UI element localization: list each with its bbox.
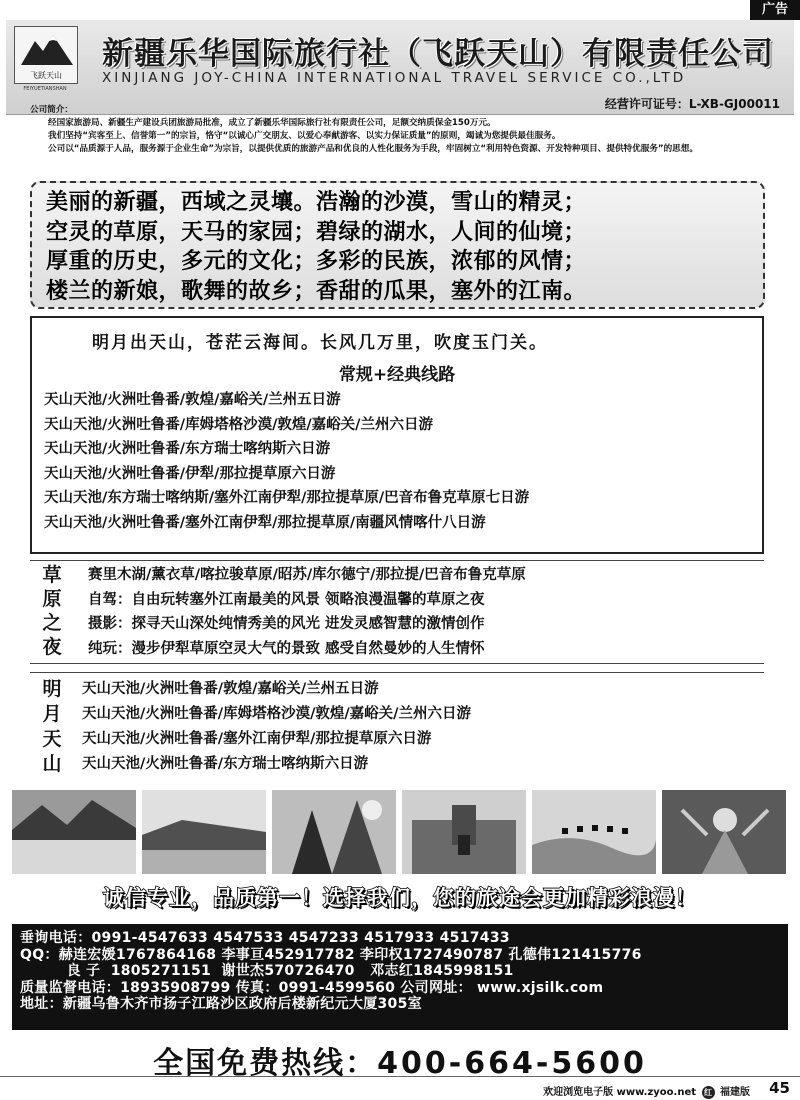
routes-title: 常规+经典线路 [338,365,456,385]
section-label-char: 原 [42,588,62,610]
photo-snow-trees [272,790,396,874]
classic-routes-box [30,316,764,554]
section-label-char: 天 [42,728,62,750]
moon-route: 天山天池/火洲吐鲁番/塞外江南伊犁/那拉提草原六日游 [82,731,432,747]
section-label-char: 草 [42,564,62,586]
company-english-name: XINJIANG JOY-CHINA INTERNATIONAL TRAVEL SERVICE CO.,LTD [102,70,687,86]
section-label-char: 夜 [42,636,62,658]
slogan-line: 厚重的历史，多元的文化；多彩的民族，浓郁的风情； [46,249,587,274]
intro-paragraph: 经国家旅游局、新疆生产建设兵团旅游局批准，成立了新疆乐华国际旅行社有限责任公司，足额交纳质保金150万元。 [48,118,496,128]
grassland-line: 摄影：探寻天山深处纯情秀美的风光 进发灵感智慧的激情创作 [88,616,485,632]
contact-address: 地址：新疆乌鲁木齐市扬子江路沙区政府后楼新纪元大厦305室 [20,996,422,1012]
footer-site: 欢迎浏览电子版 www.zyoo.net [543,1087,697,1098]
section-label-char: 月 [42,703,62,725]
section-label-char: 山 [42,753,62,775]
route-item: 天山天池/火洲吐鲁番/库姆塔格沙漠/敦煌/嘉峪关/兰州六日游 [44,416,433,433]
contact-block [12,924,788,1030]
contact-qq: QQ：赫连宏媛1767864168 李事亘452917782 李印权1727490787 孔德伟121415776 [20,946,642,963]
section-label-char: 明 [42,678,62,700]
moon-lines [82,677,471,777]
grassland-line: 自驾：自由玩转塞外江南最美的风景 领略浪漫温馨的草原之夜 [88,591,485,608]
intro-heading: 公司简介： [30,105,73,115]
header [6,20,794,115]
slogan-box [30,181,765,309]
page-footer [0,1076,800,1100]
moon-tianshan-section [30,672,764,782]
footer-edition: 福建版 [720,1087,750,1098]
license-number: 经营许可证号：L-XB-GJ00011 [604,97,780,111]
slogan-line: 美丽的新疆，西域之灵壤。浩瀚的沙漠，雪山的精灵； [46,190,587,215]
moon-route: 天山天池/火洲吐鲁番/库姆塔格沙漠/敦煌/嘉峪关/兰州六日游 [82,706,471,722]
contact-qq-continued: 良 子 1805271151 谢世杰570726470 邓志红1845998151 [20,963,514,979]
company-logo [14,26,78,84]
route-item: 天山天池/火洲吐鲁番/敦煌/嘉峪关/兰州五日游 [44,392,341,408]
hotline-label: 全国免费热线： [153,1046,378,1081]
hotline-number: 400-664-5600 [377,1046,647,1081]
slogan-line: 楼兰的新娘，歌舞的故乡；香甜的瓜果，塞外的江南。 [46,278,587,304]
contact-quality-fax-web: 质量监督电话：18935908799 传真：0991-4599560 公司网址： www.xjsilk.com [20,979,604,996]
route-item: 天山天池/火洲吐鲁番/伊犁/那拉提草原六日游 [44,465,336,482]
grassland-line: 赛里木湖/薰衣草/喀拉骏草原/昭苏/库尔德宁/那拉提/巴音布鲁克草原 [88,567,526,583]
route-list [44,388,529,535]
route-item: 天山天池/火洲吐鲁番/塞外江南伊犁/那拉提草原/南疆风情喀什八日游 [44,514,486,531]
intro-paragraph: 我们坚持“宾客至上、信誉第一”的宗旨，恪守“以诚心广交朋友、以爱心奉献游客、以实力保证质量”的原则，竭诚为您提供最佳服务。 [48,131,561,141]
section-label-char: 之 [42,612,62,634]
route-item: 天山天池/东方瑞士喀纳斯/塞外江南伊犁/那拉提草原/巴音布鲁克草原七日游 [44,490,530,506]
moon-route: 天山天池/火洲吐鲁番/敦煌/嘉峪关/兰州五日游 [82,681,379,697]
contact-phone: 垂询电话：0991-4547633 4547533 4547233 4517933 4517433 [20,930,510,946]
badge-icon: 红 [702,1086,715,1099]
slogan-line: 空灵的草原，天马的家园；碧绿的湖水，人间的仙境； [46,219,587,245]
company-intro [30,104,780,156]
mountain-logo-icon [21,31,73,67]
bottom-slogan: 诚信专业，品质第一！选择我们，您的旅途会更加精彩浪漫！ [103,886,697,910]
page-number: 45 [769,1079,790,1097]
poem: 明月出天山，苍茫云海间。长风几万里，吹度玉门关。 [92,333,548,353]
grassland-night-section [30,560,764,664]
logo-text: 飞跃天山 [30,71,62,80]
company-title: 新疆乐华国际旅行社（飞跃天山）有限责任公司 [102,36,774,72]
moon-route: 天山天池/火洲吐鲁番/东方瑞士喀纳斯六日游 [82,756,369,772]
photo-dancer [662,790,786,874]
route-item: 天山天池/火洲吐鲁番/东方瑞士喀纳斯六日游 [44,441,331,457]
intro-paragraph: 公司以“品质源于人品，服务源于企业生命”为宗旨，以提供优质的旅游产品和优良的人性化服务为手段，牢固树立“利用特色资源、开发特种项目、提供特优服务”的思想。 [48,144,698,154]
photo-desert-camels [532,790,656,874]
grassland-line: 纯玩：漫步伊犁草原空灵大气的景致 感受自然曼妙的人生情怀 [88,640,485,657]
photo-lake-mountains [12,790,136,874]
ad-tag: 广告 [750,0,800,20]
logo-subtext: FEIYUETIANSHAN [23,86,67,92]
photo-strip [12,790,788,874]
grassland-lines [88,563,526,661]
photo-forest-lake [142,790,266,874]
footer-text [543,1083,750,1099]
photo-ancient-city [402,790,526,874]
